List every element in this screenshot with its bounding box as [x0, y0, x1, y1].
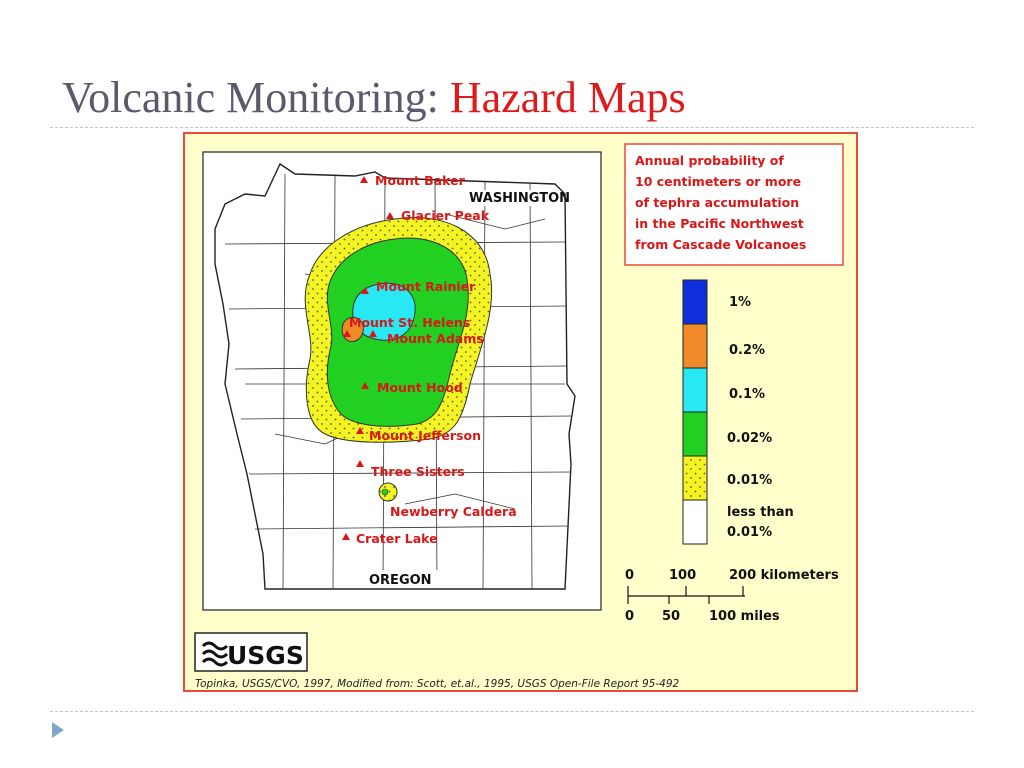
title-main: Volcanic Monitoring:: [62, 73, 450, 122]
legend-swatch-0.2: [683, 324, 707, 368]
label-mount-baker: Mount Baker: [375, 173, 465, 188]
scale-mi-0: 0: [625, 609, 635, 624]
info-line-3: of tephra accumulation: [635, 195, 800, 210]
scale-mi-50: 50: [662, 609, 681, 624]
legend: [683, 280, 794, 544]
info-line-1: Annual probability of: [635, 153, 784, 168]
legend-label-0.02: 0.02%: [727, 431, 773, 446]
scale-mi-100: 100 miles: [709, 609, 780, 624]
hazard-map-figure: [183, 132, 858, 692]
legend-swatch-0.01: [683, 456, 707, 500]
legend-label-less-2: 0.01%: [727, 525, 773, 540]
label-mount-hood: Mount Hood: [377, 380, 463, 395]
zone-newberry-inner: [382, 489, 388, 495]
label-crater-lake: Crater Lake: [356, 531, 438, 546]
info-line-4: in the Pacific Northwest: [635, 216, 804, 231]
legend-swatch-0.1: [683, 368, 707, 412]
credit-line: Topinka, USGS/CVO, 1997, Modified from: Scott, et.al., 1995, USGS Open-File Report 95-492: [195, 678, 680, 690]
label-oregon: OREGON: [369, 573, 432, 588]
usgs-logo: [195, 633, 307, 671]
play-triangle-icon: [52, 722, 64, 738]
legend-label-0.01: 0.01%: [727, 473, 773, 488]
info-line-5: from Cascade Volcanoes: [635, 237, 807, 252]
label-three-sisters: Three Sisters: [371, 464, 465, 479]
info-line-2: 10 centimeters or more: [635, 174, 802, 189]
scale-km-100: 100: [669, 568, 697, 583]
scale-km-200: 200 kilometers: [729, 568, 839, 583]
legend-label-0.2: 0.2%: [729, 343, 766, 358]
slide-title: [62, 72, 686, 123]
legend-swatch-0.02: [683, 412, 707, 456]
label-mount-st-helens: Mount St. Helens: [349, 315, 471, 330]
legend-label-0.1: 0.1%: [729, 387, 766, 402]
title-divider: [50, 127, 974, 128]
label-mount-rainier: Mount Rainier: [376, 279, 476, 294]
label-glacier-peak: Glacier Peak: [401, 208, 490, 223]
legend-swatch-less: [683, 500, 707, 544]
logo-text: USGS: [227, 641, 304, 670]
label-washington: WASHINGTON: [469, 191, 571, 206]
legend-label-1: 1%: [729, 295, 752, 310]
label-newberry-caldera: Newberry Caldera: [390, 504, 517, 519]
scale-bar: [625, 568, 839, 624]
title-accent: Hazard Maps: [449, 73, 686, 122]
scale-line: [628, 586, 745, 604]
legend-label-less: less than: [727, 505, 794, 520]
footer-divider: [50, 711, 974, 712]
hazard-map-svg: [185, 134, 856, 690]
scale-km-0: 0: [625, 568, 635, 583]
legend-swatch-1: [683, 280, 707, 324]
label-mount-jefferson: Mount Jefferson: [369, 428, 481, 443]
label-mount-adams: Mount Adams: [387, 331, 484, 346]
